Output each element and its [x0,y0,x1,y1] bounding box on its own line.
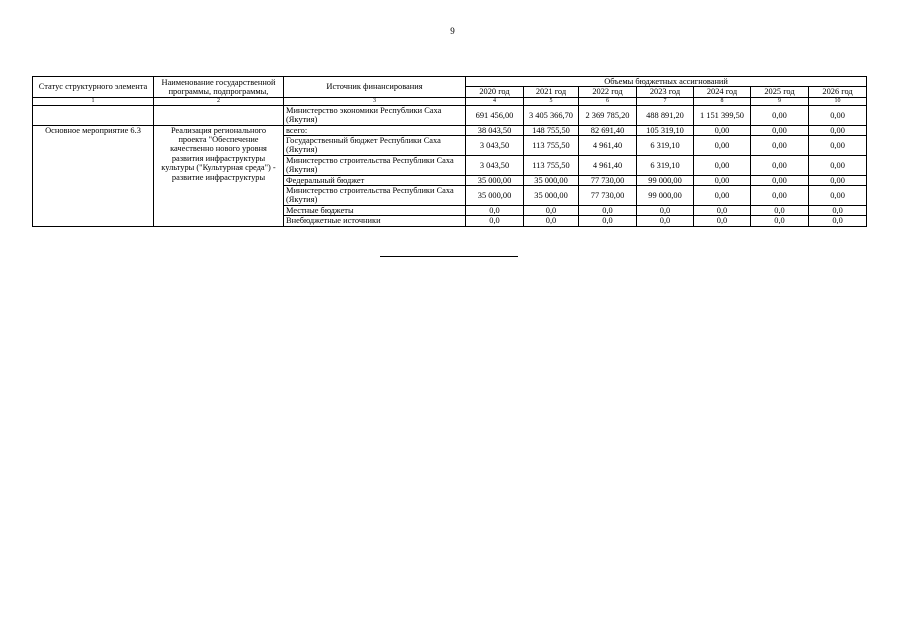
value-cell: 0,00 [809,136,867,156]
value-cell: 2 369 785,20 [579,105,637,125]
source-cell: Федеральный бюджет [284,175,466,185]
source-cell: Местные бюджеты [284,205,466,215]
value-cell: 0,00 [751,175,809,185]
column-number: 7 [637,97,694,105]
table-row [33,125,867,135]
header-name: Наименование государственной программы, подпрограммы, [154,77,284,98]
value-cell: 3 405 366,70 [524,105,579,125]
value-cell: 0,0 [579,216,637,226]
value-cell: 113 755,50 [524,136,579,156]
value-cell: 0,00 [694,155,751,175]
status-cell: Основное мероприятие 6.3 [33,125,154,226]
column-number: 5 [524,97,579,105]
year-header: 2024 год [694,87,751,97]
source-cell: Внебюджетные источники [284,216,466,226]
value-cell: 3 043,50 [466,136,524,156]
value-cell: 0,00 [809,155,867,175]
program-name-cell: Реализация регионального проекта "Обеспечение качественно нового уровня развития инфраструктуры культуры ("Культурная среда") - развитие инфраструктуры [154,125,284,226]
value-cell: 99 000,00 [637,175,694,185]
column-number: 4 [466,97,524,105]
source-cell: всего: [284,125,466,135]
year-header: 2020 год [466,87,524,97]
value-cell: 0,0 [466,216,524,226]
value-cell: 0,0 [751,216,809,226]
source-cell: Министерство строительства Республики Саха (Якутия) [284,186,466,206]
value-cell: 0,00 [751,105,809,125]
value-cell: 488 891,20 [637,105,694,125]
source-cell: Государственный бюджет Республики Саха (Якутия) [284,136,466,156]
value-cell: 0,0 [466,205,524,215]
value-cell: 691 456,00 [466,105,524,125]
value-cell: 0,00 [751,186,809,206]
value-cell: 77 730,00 [579,186,637,206]
value-cell: 0,00 [694,175,751,185]
column-number: 1 [33,97,154,105]
value-cell: 0,00 [751,125,809,135]
year-header: 2021 год [524,87,579,97]
value-cell: 0,0 [694,216,751,226]
value-cell: 0,00 [751,136,809,156]
value-cell: 148 755,50 [524,125,579,135]
value-cell: 0,0 [637,216,694,226]
value-cell: 6 319,10 [637,155,694,175]
source-cell: Министерство строительства Республики Саха (Якутия) [284,155,466,175]
header-row-main [33,77,867,87]
value-cell: 0,0 [694,205,751,215]
value-cell: 0,0 [524,216,579,226]
column-number: 9 [751,97,809,105]
value-cell: 35 000,00 [524,186,579,206]
value-cell: 105 319,10 [637,125,694,135]
value-cell: 0,00 [809,175,867,185]
value-cell: 113 755,50 [524,155,579,175]
column-number-row [33,97,867,105]
value-cell: 0,00 [751,155,809,175]
value-cell: 82 691,40 [579,125,637,135]
value-cell: 0,00 [809,105,867,125]
header-volumes: Объемы бюджетных ассигнований [466,77,867,87]
value-cell: 38 043,50 [466,125,524,135]
value-cell: 0,00 [694,186,751,206]
page-number: 9 [450,26,455,36]
value-cell: 0,0 [579,205,637,215]
value-cell: 35 000,00 [524,175,579,185]
value-cell: 0,00 [694,125,751,135]
value-cell: 6 319,10 [637,136,694,156]
value-cell: 35 000,00 [466,186,524,206]
value-cell: 0,0 [524,205,579,215]
value-cell: 4 961,40 [579,155,637,175]
year-header: 2022 год [579,87,637,97]
header-source: Источник финансирования [284,77,466,98]
header-status: Статус структурного элемента [33,77,154,98]
value-cell: 35 000,00 [466,175,524,185]
year-header: 2025 год [751,87,809,97]
name-cell-empty [154,105,284,125]
value-cell: 0,00 [694,136,751,156]
status-cell-empty [33,105,154,125]
end-divider [380,256,518,257]
year-header: 2023 год [637,87,694,97]
value-cell: 0,00 [809,125,867,135]
value-cell: 0,0 [751,205,809,215]
value-cell: 0,00 [809,186,867,206]
column-number: 6 [579,97,637,105]
budget-table [32,76,867,227]
column-number: 3 [284,97,466,105]
value-cell: 1 151 399,50 [694,105,751,125]
column-number: 10 [809,97,867,105]
year-header: 2026 год [809,87,867,97]
table-row [33,105,867,125]
value-cell: 0,0 [809,205,867,215]
source-cell: Министерство экономики Республики Саха (Якутия) [284,105,466,125]
value-cell: 0,0 [637,205,694,215]
value-cell: 77 730,00 [579,175,637,185]
value-cell: 99 000,00 [637,186,694,206]
value-cell: 3 043,50 [466,155,524,175]
value-cell: 4 961,40 [579,136,637,156]
value-cell: 0,0 [809,216,867,226]
column-number: 2 [154,97,284,105]
column-number: 8 [694,97,751,105]
